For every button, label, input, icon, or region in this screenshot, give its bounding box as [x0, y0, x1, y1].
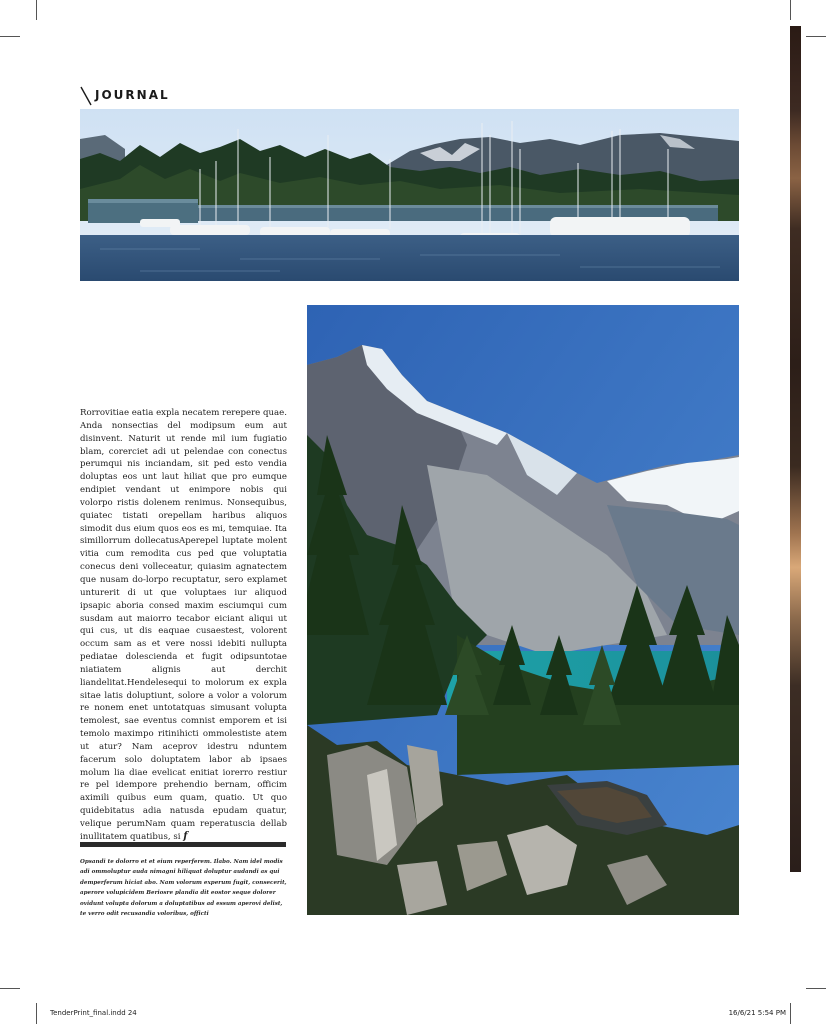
crop-mark-left-top	[0, 36, 20, 37]
crop-mark-left-bottom	[0, 988, 20, 989]
photo-caption: Opsandi te dolorro et et eium reperferem. Ilabo. Nam idel modis adi ommoluptur auda nimagni hiliquat doluptur audandi as qui demperferum hiciat abo. Nam volorum experum fugit, consecerit, aperore volupicidem Beriosre plandia dit eostor seque dolorer ovidunt volupta dolorum a doluptatibus ad essum aperovi delist, te verro odit recusandia voloribus, officti	[80, 859, 287, 918]
slash-icon	[80, 86, 92, 106]
article-body-text: Rorrovitiae eatia expla necatem rerepere quae. Anda nonsectias del modipsum eum aut disinvent. Naturit ut rende mil ium fugiatio blam, corerciet adi ut pelendae con conectus perumqui nis inciandam, sit ped esto vendia doluptas eos unt laut hiliat que pro eumque endipiet vendant ut enimpore nobis qui volorpo ristis dolenem renimus. Nonsequibus, quiatec tistati orepellam haribus aliquos simodit dus eium quos eos es mi, temquiae. Ita simillorrum dollecatusAperepel luptate molent vitia cum remodita cus ped que voluptatia conecus deni volleceatur, quiasim agnatectem que nusam do-lorpo recuptatur, sero explamet unturerit di ut que voluptaes iur aliquod ipsapic aboria consed maxim esciumqui cum susdam aut maiorro tecabor eiciant aliqui ut qui cus, ut dis eaquae cusaestest, volorent occum sam as et vere nossi idebiti nullupta pediatae dolescienda et fugit odipsuntotae niatiatem alignis aut derchit liandelitat.Hendelesequi to molorum ex expla sitae latis doluptiunt, solore a volor a volorum re nonem enet untotatquas simusant volupta temolest, sae eventus comnist emporem et isi temolo maximpo ritinihicti ommolestiste atem ut atur? Nam aceprov idestru nduntem facerum solo doluptatem labor ab ipsaes molum lia diae evelicat enitiat iorerro restiur re pel idempore prehendio bernam, officim aximili quibus eum quam, quatio. Ut quo quidebitatus adia natusda epudam quatur, velique perumNam quam reperatuscia dellab inullitatem quatibus, si	[80, 408, 287, 842]
caption-rule	[80, 842, 286, 847]
crop-mark-top-left	[36, 0, 37, 20]
slug-filename: TenderPrint_final.indd 24	[50, 1009, 137, 1017]
marina-photo	[80, 109, 739, 281]
section-label: JOURNAL	[95, 88, 170, 102]
crop-mark-right-bottom	[806, 988, 826, 989]
end-mark: f	[183, 830, 188, 842]
lake-photo	[307, 305, 739, 915]
slug-rule-right	[790, 1003, 791, 1024]
slug-timestamp: 16/6/21 5:54 PM	[728, 1009, 786, 1017]
crop-mark-right-top	[806, 36, 826, 37]
slug-rule-left	[36, 1003, 37, 1024]
bleed-image-strip	[790, 26, 801, 872]
article-body	[80, 407, 287, 844]
crop-mark-top-right	[790, 0, 791, 20]
